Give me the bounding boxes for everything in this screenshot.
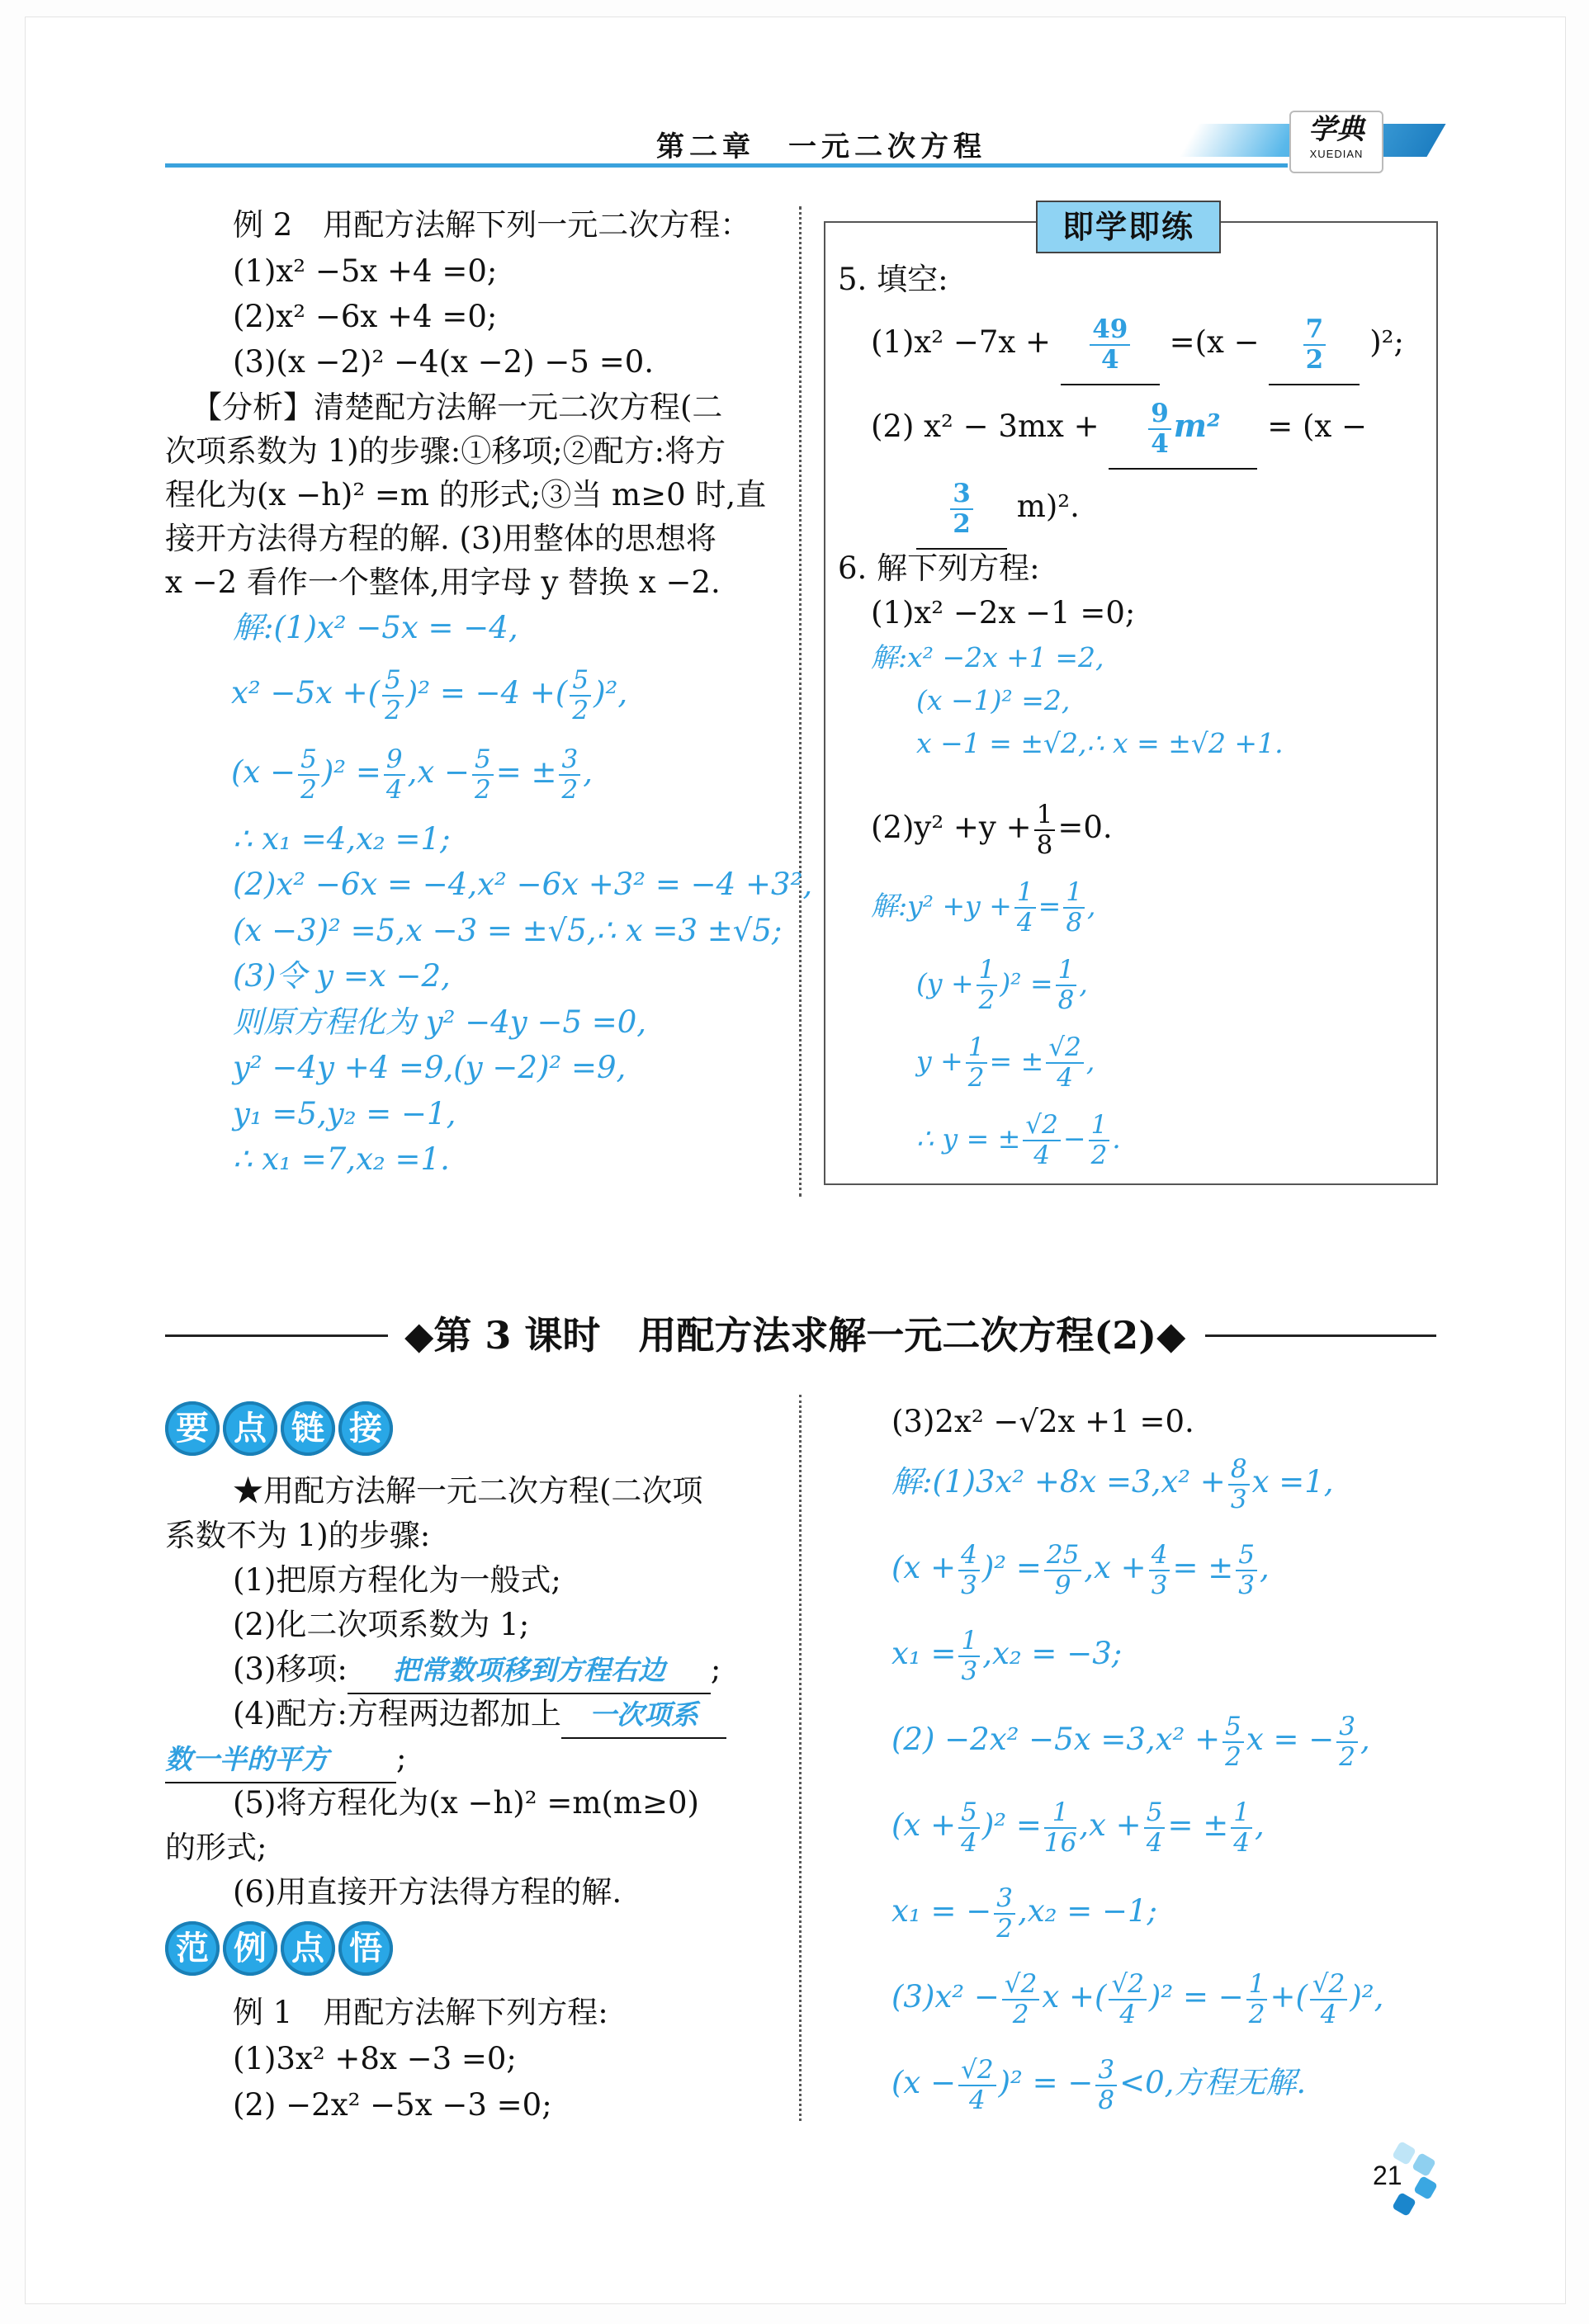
example1-title: 例 1 用配方法解下列方程: xyxy=(233,1995,608,2030)
title-rule-right xyxy=(1205,1334,1436,1337)
example1-eq1: (1)3x² +8x −3 =0; xyxy=(233,2041,517,2076)
step-1: (1)把原方程化为一般式; xyxy=(233,1562,561,1598)
q5-1: (1)x² −7x + $\frac{49}{4}$ =(x − $\frac{7}{2}$ )²; xyxy=(871,301,1404,385)
ex1-solution-7: (3)x² − $\frac{√2}{2}$ x +( $\frac{√2}{4}$ )² = − $\frac{1}{2}$ +( $\frac{√2}{4}$ )², xyxy=(891,1968,1384,2029)
ex2-solution-9: y² −4y +4 =9,(y −2)² =9, xyxy=(233,1050,627,1085)
ex2-solution-11: ∴ x₁ =7,x₂ =1. xyxy=(233,1141,450,1177)
title-rule-left xyxy=(165,1334,388,1337)
practice-tag: 即学即练 xyxy=(1036,201,1221,253)
ex1-solution-8: (x − $\frac{√2}{4}$ )² = − $\frac{3}{8}$ <0,方程无解. xyxy=(891,2054,1307,2115)
chapter-title: 第二章 一元二次方程 xyxy=(656,130,986,163)
key-star-line-2: 系数不为 1)的步骤: xyxy=(165,1518,431,1553)
q6-1-sol-2: (x −1)² =2, xyxy=(916,684,1071,716)
step3-blank: 把常数项移到方程右边 xyxy=(348,1648,711,1694)
analysis-line-3: 程化为(x −h)² =m 的形式;③当 m≥0 时,直 xyxy=(165,477,767,513)
publisher-logo xyxy=(1289,111,1383,173)
q6-2-sol-4: ∴ y = ± $\frac{√2}{4}$ − $\frac{1}{2}$ . xyxy=(916,1110,1121,1170)
analysis-line-1: 【分析】清楚配方法解一元二次方程(二 xyxy=(192,390,723,425)
q6-label: 6. 解下列方程: xyxy=(838,550,1040,586)
q5-label: 5. 填空: xyxy=(838,262,948,297)
example2-eq2: (2)x² −6x +4 =0; xyxy=(233,299,498,334)
ex1-solution-1: 解:(1)3x² +8x =3,x² + $\frac{8}{3}$ x =1, xyxy=(891,1453,1334,1514)
analysis-line-4: 接开方法得方程的解. (3)用整体的思想将 xyxy=(165,521,716,556)
q6-2-sol-1: 解:y² +y + $\frac{1}{4}$ = $\frac{1}{8}$ , xyxy=(871,877,1096,938)
q6-2-sol-2: (y + $\frac{1}{2}$ )² = $\frac{1}{8}$ , xyxy=(916,955,1088,1015)
analysis-line-2: 次项系数为 1)的步骤:①移项;②配方:将方 xyxy=(165,433,726,469)
logo-en: XUEDIAN xyxy=(1309,148,1364,160)
key-star-line: ★用配方法解一元二次方程(二次项 xyxy=(233,1473,703,1509)
ex2-solution-2: x² −5x +( $\frac{5}{2}$ )² = −4 +( $\frac{5}{2}$ )², xyxy=(231,664,628,725)
ex1-solution-4: (2) −2x² −5x =3,x² + $\frac{5}{2}$ x = − $\frac{3}{2}$ , xyxy=(891,1711,1370,1772)
q5-2-blank-2: $\frac{3}{2}$ xyxy=(916,465,1007,550)
q5-1-blank-2: $\frac{7}{2}$ xyxy=(1269,301,1360,385)
q5-2: (2) x² − 3mx + $\frac{9}{4}$ m² = (x − xyxy=(871,385,1367,470)
q5-1-blank-1: $\frac{49}{4}$ xyxy=(1061,301,1160,385)
example2-eq3: (3)(x −2)² −4(x −2) −5 =0. xyxy=(233,344,654,380)
ex2-solution-7: (3)令 y =x −2, xyxy=(233,958,451,994)
q6-1-sol-3: x −1 = ±√2,∴ x = ±√2 +1. xyxy=(916,727,1284,759)
lesson-title-bar xyxy=(165,1311,1436,1360)
examples-badge: 范 例 点 悟 xyxy=(165,1921,393,1976)
ex2-solution-10: y₁ =5,y₂ = −1, xyxy=(233,1096,456,1131)
ex1-solution-2: (x + $\frac{4}{3}$ )² = $\frac{25}{9}$ ,x + $\frac{4}{3}$ = ± $\frac{5}{3}$ , xyxy=(891,1539,1270,1600)
step-4: (4)配方:方程两边都加上 一次项系 xyxy=(233,1692,726,1739)
step-6: (6)用直接开方法得方程的解. xyxy=(233,1874,622,1910)
q5-2-cont: $\frac{3}{2}$ m)². xyxy=(916,465,1080,550)
ex2-solution-4: ∴ x₁ =4,x₂ =1; xyxy=(233,821,451,857)
column-separator-top xyxy=(799,206,802,1197)
step-5: (5)将方程化为(x −h)² =m(m≥0) xyxy=(233,1785,699,1821)
q5-2-blank-1: $\frac{9}{4}$ m² xyxy=(1109,385,1257,470)
step4-blank-2: 数一半的平方 xyxy=(165,1737,396,1783)
ex2-solution-3: (x − $\frac{5}{2}$ )² = $\frac{9}{4}$ ,x − $\frac{5}{2}$ = ± $\frac{3}{2}$ , xyxy=(231,744,593,805)
q6-2: (2)y² +y + $\frac{1}{8}$ =0. xyxy=(871,799,1113,860)
ex1-solution-6: x₁ = − $\frac{3}{2}$ ,x₂ = −1; xyxy=(891,1882,1157,1944)
logo-cn: 学典 xyxy=(1308,113,1364,146)
q6-2-sol-3: y + $\frac{1}{2}$ = ± $\frac{√2}{4}$ , xyxy=(916,1032,1095,1093)
ex1-solution-3: x₁ = $\frac{1}{3}$ ,x₂ = −3; xyxy=(891,1625,1123,1686)
lesson-title: ◆第 3 课时 用配方法求解一元二次方程(2)◆ xyxy=(404,1313,1186,1358)
step-4-cont: 数一半的平方 ; xyxy=(165,1736,406,1783)
page-number: 21 xyxy=(1373,2161,1402,2190)
ex2-solution-8: 则原方程化为 y² −4y −5 =0, xyxy=(233,1004,647,1040)
example2-eq1: (1)x² −5x +4 =0; xyxy=(233,253,498,289)
q6-1-sol-1: 解:x² −2x +1 =2, xyxy=(871,641,1104,673)
example1-eq3: (3)2x² −√2x +1 =0. xyxy=(891,1404,1194,1439)
step-3: (3)移项: 把常数项移到方程右边 ; xyxy=(233,1647,721,1694)
analysis-line-5: x −2 看作一个整体,用字母 y 替换 x −2. xyxy=(165,564,721,600)
key-points-badge: 要 点 链 接 xyxy=(165,1401,393,1456)
example1-eq2: (2) −2x² −5x −3 =0; xyxy=(233,2087,552,2123)
column-separator-bottom xyxy=(799,1395,802,2121)
ex2-solution-1: 解:(1)x² −5x = −4, xyxy=(233,610,518,645)
step-2: (2)化二次项系数为 1; xyxy=(233,1607,530,1642)
q6-1: (1)x² −2x −1 =0; xyxy=(871,595,1136,631)
step-5-cont: 的形式; xyxy=(165,1830,267,1865)
step4-blank-1: 一次项系 xyxy=(561,1693,726,1739)
ex1-solution-5: (x + $\frac{5}{4}$ )² = $\frac{1}{16}$ ,x + $\frac{5}{4}$ = ± $\frac{1}{4}$ , xyxy=(891,1797,1265,1858)
ex2-solution-6: (x −3)² =5,x −3 = ±√5,∴ x =3 ±√5; xyxy=(233,913,783,948)
example2-title: 例 2 用配方法解下列一元二次方程： xyxy=(233,207,751,243)
ex2-solution-5: (2)x² −6x = −4,x² −6x +3² = −4 +3², xyxy=(233,867,813,902)
